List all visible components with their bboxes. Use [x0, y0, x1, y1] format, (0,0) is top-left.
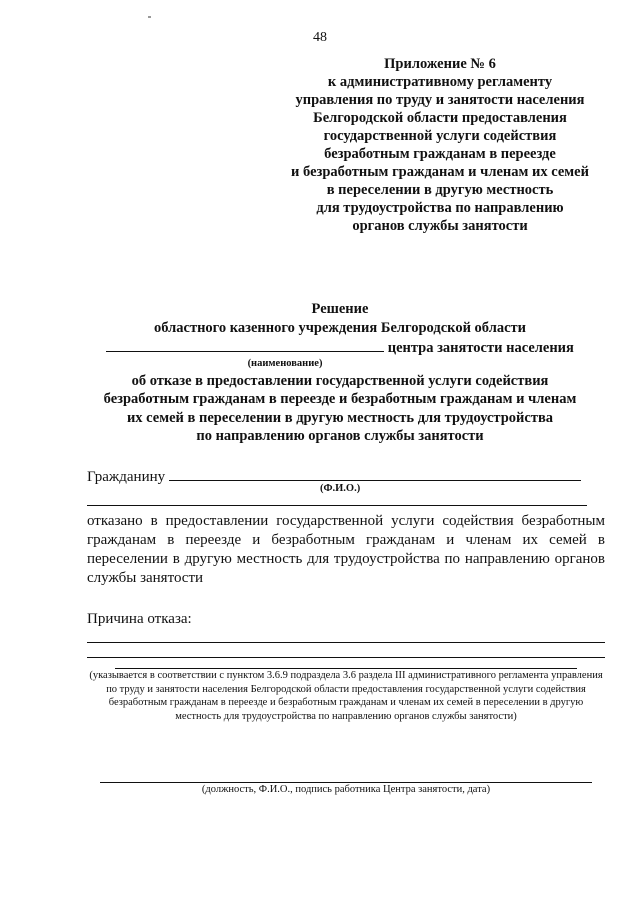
signature-line[interactable] [100, 782, 592, 783]
page-number: 48 [313, 30, 327, 45]
reason-line[interactable] [87, 657, 605, 658]
appendix-line: в переселении в другую местность [326, 182, 554, 198]
citizen-name-blank[interactable] [169, 466, 581, 481]
institution-line: областного казенного учреждения Белгородской области [153, 319, 526, 336]
reason-note: (указывается в соответствии с пунктом 3.6.9 подраздела 3.6 раздела III административного регламента управления по труду и занятости населения Белгородской области предоставления государственной услуги содействия безработным гражданам в переезде и безработным гражданам и членам их семей в переселении в другую местность для трудоустройства по направлению органов службы занятости) [89, 670, 603, 722]
appendix-line: безработным гражданам в переезде [324, 146, 556, 162]
subject-line: безработным гражданам в переезде и безработным гражданам и членам [103, 391, 577, 407]
appendix-line: органов службы занятости [352, 218, 528, 234]
subject-line: их семей в переселении в другую местность для трудоустройства [126, 409, 554, 426]
reason-label: Причина отказа: [87, 611, 192, 627]
appendix-line: управления по труду и занятости населения [295, 92, 585, 108]
appendix-line: к административному регламенту [327, 74, 553, 90]
reason-line[interactable] [87, 642, 605, 643]
institution-line-2 [60, 337, 620, 358]
fill-line[interactable] [87, 505, 587, 506]
citizen-label: Гражданину [87, 469, 166, 485]
decision-subject [60, 372, 620, 446]
signature-caption: (должность, Ф.И.О., подпись работника Центра занятости, дата) [201, 784, 491, 795]
appendix-line: Приложение № 6 [384, 56, 496, 72]
appendix-line: государственной услуги содействия [323, 128, 557, 144]
name-caption: (наименование) [247, 357, 323, 369]
appendix-line: и безработным гражданам и членам их семей [291, 164, 589, 180]
appendix-header [280, 55, 600, 235]
subject-line: по направлению органов службы занятости [196, 428, 484, 444]
decision-title: Решение [311, 301, 369, 317]
appendix-line: для трудоустройства по направлению [316, 200, 564, 216]
appendix-line: Белгородской области предоставления [313, 110, 567, 126]
refusal-text: отказано в предоставлении государственной услуги содействия безработным гражданам в переезде и безработным гражданам и членам их семей в переселении в другую местность для трудоустройства по направлению органов службы занятости [87, 513, 605, 586]
fio-caption: (Ф.И.О.) [320, 483, 361, 494]
institution-suffix: центра занятости населения [387, 340, 574, 356]
subject-line: об отказе в предоставлении государственной услуги содействия [131, 372, 549, 389]
decision-block [60, 300, 620, 446]
scan-speck [148, 16, 151, 18]
institution-name-blank[interactable] [106, 337, 384, 352]
